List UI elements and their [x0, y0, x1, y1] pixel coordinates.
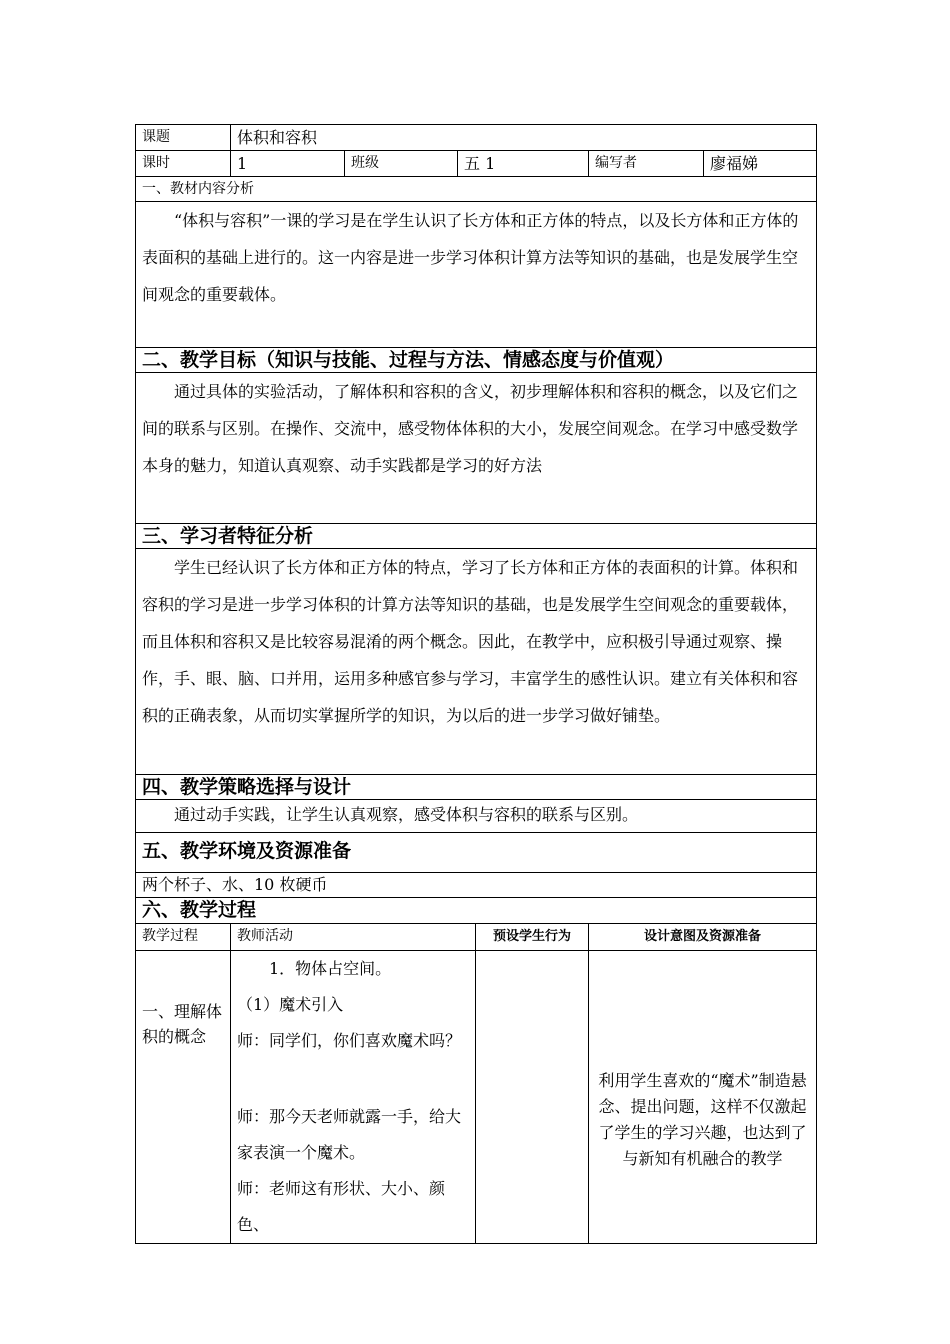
section1-text: “体积与容积”一课的学习是在学生认识了长方体和正方体的特点，以及长方体和正方体的表面积的基础上进行的。这一内容是进一步学习体积计算方法等知识的基础，也是发展学生空间观念的重要载体。 — [136, 202, 817, 348]
lesson-plan-document — [135, 124, 816, 1244]
process-row — [136, 951, 817, 1244]
process-header-row — [136, 924, 817, 951]
class-value: 五 1 — [458, 151, 589, 177]
author-label: 编写者 — [589, 151, 704, 177]
section2-title: 二、教学目标（知识与技能、过程与方法、情感态度与价值观） — [136, 348, 817, 373]
section1-title: 一、教材内容分析 — [136, 177, 817, 202]
section3-title: 三、学习者特征分析 — [136, 524, 817, 549]
teacher-line: （1）魔术引入 — [237, 995, 344, 1014]
design-intent-cell: 利用学生喜欢的“魔术”制造悬念、提出问题，这样不仅激起了学生的学习兴趣，也达到了与新知有机融合的教学 — [589, 951, 817, 1244]
section3-text: 学生已经认识了长方体和正方体的特点，学习了长方体和正方体的表面积的计算。体积和容积的学习是进一步学习体积的计算方法等知识的基础，也是发展学生空间观念的重要载体，而且体积和容积又是比较容易混淆的两个概念。因此，在教学中，应积极引导通过观察、操作，手、眼、脑、口并用，运用多种感官参与学习，丰富学生的感性认识。建立有关体积和容积的正确表象，从而切实掌握所学的知识，为以后的进一步学习做好铺垫。 — [136, 549, 817, 775]
section4-body-row — [136, 800, 817, 833]
col-teacher-header: 教师活动 — [231, 924, 476, 951]
meta-row — [136, 151, 817, 177]
section6-title: 六、教学过程 — [136, 898, 817, 924]
col-student-header: 预设学生行为 — [476, 924, 589, 951]
section2-text: 通过具体的实验活动，了解体积和容积的含义，初步理解体积和容积的概念，以及它们之间的联系与区别。在操作、交流中，感受物体体积的大小，发展空间观念。在学习中感受数学本身的魅力，知道认真观察、动手实践都是学习的好方法 — [136, 373, 817, 524]
section6-title-row — [136, 898, 817, 924]
teacher-line: 1．物体占空间。 — [269, 959, 392, 978]
section3-title-row — [136, 524, 817, 549]
section4-text: 通过动手实践，让学生认真观察，感受体积与容积的联系与区别。 — [136, 800, 817, 833]
topic-value: 体积和容积 — [231, 125, 817, 151]
col-stage-header: 教学过程 — [136, 924, 231, 951]
section5-title: 五、教学环境及资源准备 — [136, 833, 817, 873]
col-intent-header: 设计意图及资源准备 — [589, 924, 817, 951]
section1-body-row — [136, 202, 817, 348]
class-label: 班级 — [345, 151, 458, 177]
teacher-line-blank — [237, 1059, 469, 1099]
section2-body-row — [136, 373, 817, 524]
section5-body-row — [136, 873, 817, 898]
period-label: 课时 — [136, 151, 231, 177]
stage-cell: 一、理解体积的概念 — [136, 951, 231, 1244]
teacher-line: 师：同学们，你们喜欢魔术吗？ — [237, 1031, 462, 1050]
section1-title-row — [136, 177, 817, 202]
teacher-line: 师：老师这有形状、大小、颜色、 — [237, 1179, 446, 1234]
lesson-plan-table — [135, 124, 817, 1244]
section4-title: 四、教学策略选择与设计 — [136, 775, 817, 800]
topic-label: 课题 — [136, 125, 231, 151]
teacher-line: 师：那今天老师就露一手，给大家表演一个魔术。 — [237, 1107, 462, 1162]
period-value: 1 — [231, 151, 345, 177]
teacher-activity-cell — [231, 951, 476, 1244]
section4-title-row — [136, 775, 817, 800]
section5-text: 两个杯子、水、10 枚硬币 — [136, 873, 817, 898]
topic-row — [136, 125, 817, 151]
section5-title-row — [136, 833, 817, 873]
student-behavior-cell — [476, 951, 589, 1244]
section3-body-row — [136, 549, 817, 775]
author-value: 廖福娣 — [704, 151, 817, 177]
section2-title-row — [136, 348, 817, 373]
